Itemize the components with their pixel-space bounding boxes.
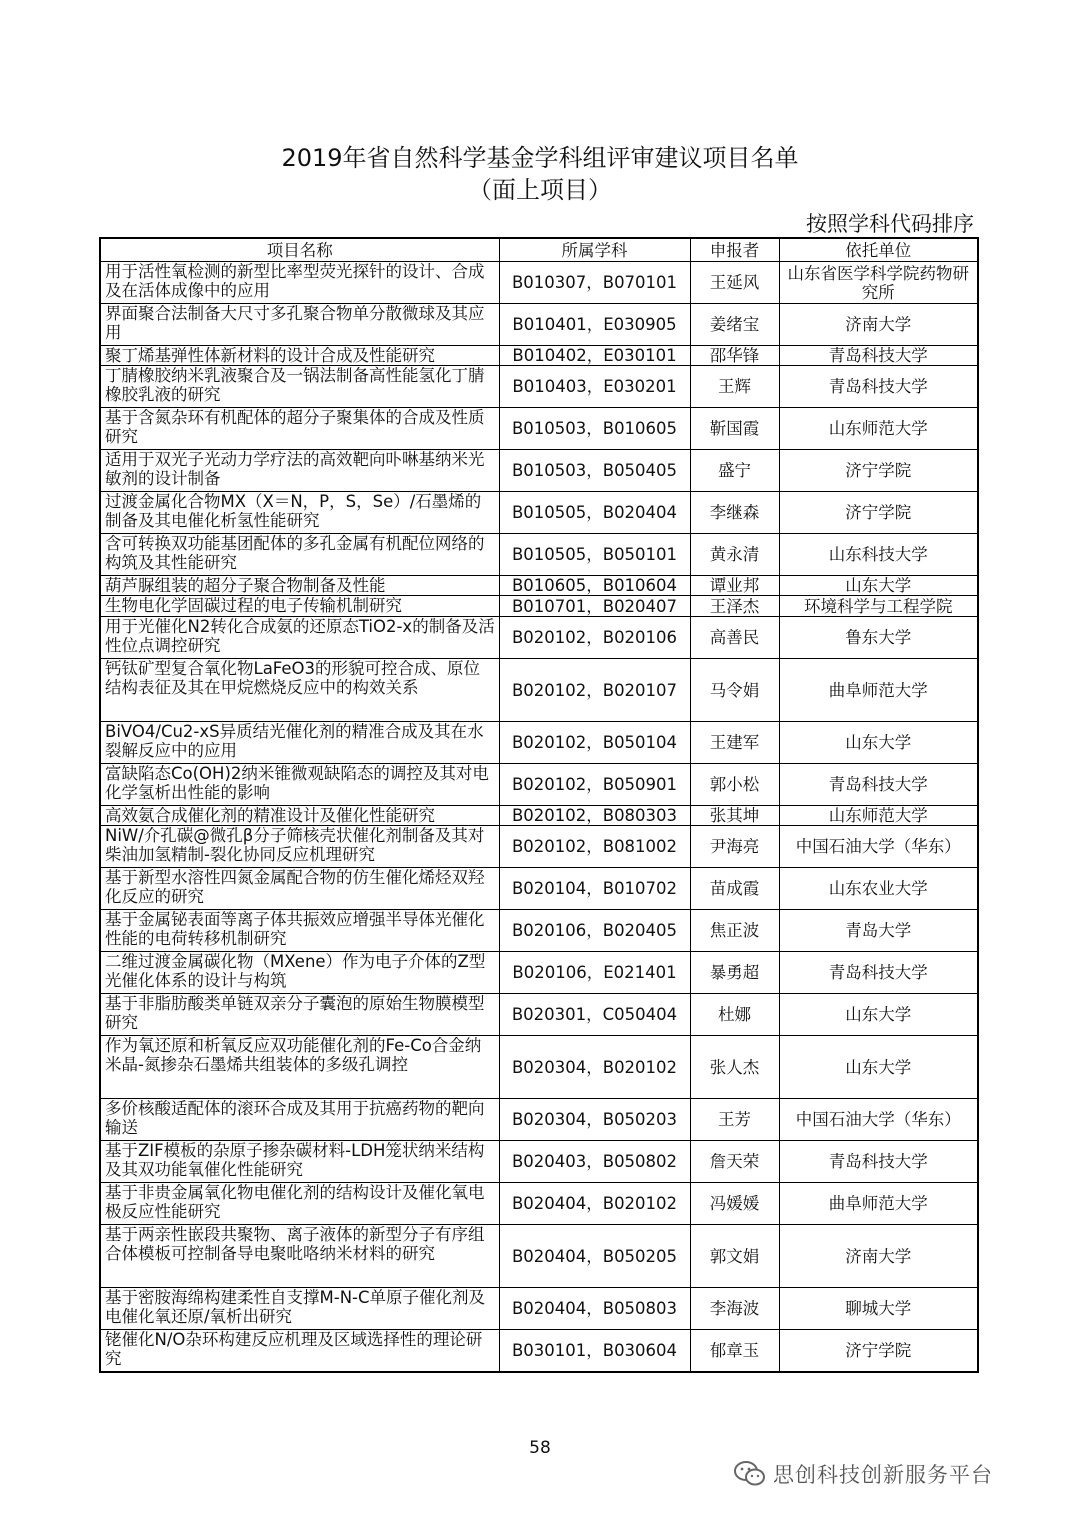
subject-cell: [499, 910, 690, 952]
project-name-cell-text: 生物电化学固碳过程的电子传输机制研究: [105, 596, 402, 615]
subject-cell-text: B010505，B050101: [511, 545, 678, 564]
subject-cell-text: B020304，B020102: [511, 1057, 678, 1077]
applicant-cell-text: 张人杰: [709, 1057, 760, 1077]
subject-cell-text: B010701，B020407: [511, 596, 678, 616]
applicant-cell-text: 靳国霞: [709, 419, 760, 438]
subject-cell: [499, 1225, 690, 1288]
subject-cell-text: B020106，B020405: [511, 921, 678, 940]
applicant-cell: [690, 910, 779, 952]
project-name-cell-text: BiVO4/Cu2-xS异质结光催化剂的精准合成及其在水裂解反应中的应用: [105, 722, 484, 760]
applicant-cell-text: 邵华锋: [709, 346, 760, 365]
unit-cell: [779, 596, 978, 617]
subject-cell: [499, 1183, 690, 1225]
applicant-cell-text: 郭文娟: [709, 1246, 760, 1266]
unit-cell: [779, 346, 978, 366]
applicant-cell: [690, 1141, 779, 1183]
applicant-cell: [690, 1036, 779, 1099]
unit-cell-text: 济南大学: [845, 315, 912, 334]
unit-cell-text: 山东大学: [845, 733, 912, 752]
applicant-cell-text: 焦正波: [709, 921, 760, 940]
project-name-cell-text: 基于非脂肪酸类单链双亲分子囊泡的原始生物膜模型研究: [105, 994, 485, 1032]
header-project-name: 项目名称: [100, 238, 499, 262]
subject-cell-text: B010605，B010604: [511, 576, 678, 595]
table-row: [100, 304, 978, 346]
subject-cell-text: B030101，B030604: [511, 1340, 678, 1360]
applicant-cell-text: 谭业邦: [709, 576, 760, 595]
project-name-cell: [100, 868, 499, 910]
project-name-cell: [100, 408, 499, 450]
unit-cell: [779, 952, 978, 994]
subject-cell: [499, 994, 690, 1036]
unit-cell: [779, 450, 978, 492]
project-name-cell: [100, 576, 499, 596]
project-name-cell: [100, 596, 499, 617]
subject-cell-text: B020102，B020107: [511, 680, 678, 700]
subject-cell-text: B010403，E030201: [512, 377, 677, 396]
project-name-cell: [100, 1141, 499, 1183]
unit-cell: [779, 764, 978, 806]
unit-cell-text: 中国石油大学（华东）: [795, 837, 961, 856]
unit-cell: [779, 1036, 978, 1099]
applicant-cell: [690, 1099, 779, 1141]
subject-cell-text: B020404，B020102: [511, 1194, 678, 1213]
unit-cell: [779, 994, 978, 1036]
unit-cell-text: 山东师范大学: [828, 806, 928, 825]
project-name-cell-text: 铑催化N/O杂环构建反应机理及区域选择性的理论研究: [105, 1330, 483, 1368]
subject-cell: [499, 952, 690, 994]
subject-cell: [499, 1330, 690, 1372]
table-row: [100, 262, 978, 304]
subject-cell-text: B020102，B050901: [511, 775, 678, 794]
applicant-cell: [690, 659, 779, 722]
wechat-icon: [733, 1460, 767, 1488]
applicant-cell-text: 高善民: [709, 628, 760, 647]
unit-cell-text: 山东省医学科学院药物研究所: [787, 263, 969, 302]
subject-cell: [499, 1036, 690, 1099]
page-number: 58: [529, 1438, 551, 1458]
project-name-cell-text: 二维过渡金属碳化物（MXene）作为电子介体的Z型光催化体系的设计与构筑: [105, 952, 486, 990]
unit-cell: [779, 534, 978, 576]
project-name-cell-text: 适用于双光子光动力学疗法的高效靶向卟啉基纳米光敏剂的设计制备: [105, 450, 485, 488]
table-row: [100, 534, 978, 576]
applicant-cell: [690, 304, 779, 346]
subject-cell: [499, 304, 690, 346]
project-name-cell-text: 基于密胺海绵构建柔性自支撑M-N-C单原子催化剂及电催化氧还原/氧析出研究: [105, 1288, 486, 1326]
unit-cell: [779, 1330, 978, 1372]
applicant-cell: [690, 868, 779, 910]
subject-cell: [499, 1099, 690, 1141]
table-row: [100, 408, 978, 450]
subject-cell-text: B020104，B010702: [511, 879, 678, 898]
applicant-cell-text: 姜绪宝: [709, 315, 760, 334]
table-row: [100, 1036, 978, 1099]
table-row: [100, 1288, 978, 1330]
table-row: [100, 910, 978, 952]
subject-cell: [499, 534, 690, 576]
unit-cell-text: 青岛科技大学: [828, 775, 928, 794]
subject-cell: [499, 722, 690, 764]
project-name-cell: [100, 1183, 499, 1225]
subject-cell-text: B020304，B050203: [511, 1110, 678, 1129]
applicant-cell-text: 王建军: [709, 733, 760, 752]
applicant-cell-text: 李海波: [709, 1299, 760, 1318]
subject-cell: [499, 450, 690, 492]
project-name-cell-text: 用于光催化N2转化合成氨的还原态TiO2-x的制备及活性位点调控研究: [105, 617, 495, 655]
subject-cell-text: B020404，B050803: [511, 1299, 678, 1318]
subject-cell-text: B020102，B050104: [511, 733, 678, 752]
applicant-cell-text: 郁章玉: [709, 1340, 760, 1360]
applicant-cell-text: 杜娜: [718, 1005, 751, 1024]
sort-note: 按照学科代码排序: [806, 212, 974, 236]
project-name-cell: [100, 450, 499, 492]
applicant-cell: [690, 1288, 779, 1330]
project-name-cell: [100, 764, 499, 806]
applicant-cell: [690, 806, 779, 826]
unit-cell: [779, 659, 978, 722]
unit-cell-text: 山东大学: [845, 576, 912, 595]
applicant-cell: [690, 994, 779, 1036]
project-name-cell: [100, 994, 499, 1036]
project-name-cell-text: 富缺陷态Co(OH)2纳米锥微观缺陷态的调控及其对电化学氢析出性能的影响: [105, 764, 489, 802]
project-name-cell-text: 丁腈橡胶纳米乳液聚合及一锅法制备高性能氢化丁腈橡胶乳液的研究: [105, 366, 485, 404]
table-row: [100, 994, 978, 1036]
unit-cell-text: 青岛大学: [845, 921, 912, 940]
table-row: [100, 1141, 978, 1183]
unit-cell-text: 济宁学院: [845, 461, 912, 480]
unit-cell-text: 中国石油大学（华东）: [795, 1110, 961, 1129]
unit-cell-text: 环境科学与工程学院: [804, 596, 953, 616]
project-name-cell: [100, 1036, 499, 1099]
unit-cell: [779, 576, 978, 596]
applicant-cell: [690, 366, 779, 408]
project-name-cell-text: 高效氨合成催化剂的精准设计及催化性能研究: [105, 806, 435, 825]
subject-cell: [499, 868, 690, 910]
subject-cell-text: B010307，B070101: [511, 273, 678, 292]
unit-cell-text: 济宁学院: [845, 1340, 912, 1360]
applicant-cell-text: 冯媛媛: [709, 1194, 760, 1213]
unit-cell-text: 山东科技大学: [828, 545, 928, 564]
project-table: [99, 237, 979, 1373]
subject-cell-text: B020403，B050802: [511, 1152, 678, 1171]
subject-cell: [499, 492, 690, 534]
project-name-cell-text: 基于非贵金属氧化物电催化剂的结构设计及催化氧电极反应性能研究: [105, 1183, 485, 1221]
subject-cell: [499, 764, 690, 806]
unit-cell-text: 青岛科技大学: [828, 377, 928, 396]
subject-cell-text: B010503，B050405: [511, 461, 678, 480]
subject-cell-text: B010505，B020404: [511, 503, 678, 522]
unit-cell-text: 山东大学: [845, 1005, 912, 1024]
applicant-cell-text: 郭小松: [709, 775, 760, 794]
subject-cell: [499, 617, 690, 659]
table-row: [100, 806, 978, 826]
table-row: [100, 659, 978, 722]
subject-cell: [499, 826, 690, 868]
project-name-cell-text: 基于金属铋表面等离子体共振效应增强半导体光催化性能的电荷转移机制研究: [105, 910, 485, 948]
unit-cell-text: 青岛科技大学: [828, 963, 928, 982]
project-name-cell: [100, 366, 499, 408]
subject-cell-text: B010402，E030101: [512, 346, 677, 365]
unit-cell-text: 鲁东大学: [845, 628, 912, 647]
applicant-cell-text: 王辉: [718, 377, 751, 396]
applicant-cell: [690, 450, 779, 492]
unit-cell-text: 青岛科技大学: [828, 1152, 928, 1171]
unit-cell-text: 聊城大学: [845, 1299, 912, 1318]
project-name-cell-text: 用于活性氧检测的新型比率型荧光探针的设计、合成及在活体成像中的应用: [105, 262, 485, 300]
applicant-cell-text: 黄永清: [709, 545, 760, 564]
unit-cell: [779, 910, 978, 952]
applicant-cell-text: 李继森: [709, 503, 760, 522]
subject-cell: [499, 408, 690, 450]
project-name-cell: [100, 1288, 499, 1330]
project-name-cell: [100, 1330, 499, 1372]
applicant-cell: [690, 346, 779, 366]
table-row: [100, 952, 978, 994]
subject-cell: [499, 659, 690, 722]
project-name-cell-text: 基于ZIF模板的杂原子掺杂碳材料-LDH笼状纳米结构及其双功能氧催化性能研究: [105, 1141, 485, 1179]
watermark-text: 思创科技创新服务平台: [773, 1463, 993, 1487]
project-name-cell: [100, 826, 499, 868]
unit-cell: [779, 1099, 978, 1141]
applicant-cell: [690, 1330, 779, 1372]
unit-cell: [779, 826, 978, 868]
project-name-cell: [100, 1225, 499, 1288]
table-row: [100, 617, 978, 659]
subject-cell: [499, 596, 690, 617]
project-name-cell: [100, 492, 499, 534]
subject-cell-text: B020301，C050404: [511, 1005, 678, 1024]
table-row: [100, 764, 978, 806]
project-name-cell: [100, 534, 499, 576]
applicant-cell-text: 尹海亮: [709, 837, 760, 856]
applicant-cell-text: 马令娟: [709, 680, 760, 700]
applicant-cell: [690, 1183, 779, 1225]
applicant-cell: [690, 576, 779, 596]
unit-cell: [779, 1288, 978, 1330]
unit-cell: [779, 366, 978, 408]
subject-cell: [499, 1288, 690, 1330]
subject-cell-text: B020106，E021401: [512, 963, 677, 982]
applicant-cell: [690, 492, 779, 534]
table-row: [100, 1330, 978, 1372]
table-row: [100, 868, 978, 910]
project-name-cell-text: 作为氧还原和析氧反应双功能催化剂的Fe-Co合金纳米晶-氮掺杂石墨烯共组装体的多级孔调控: [105, 1036, 482, 1074]
unit-cell-text: 济南大学: [845, 1246, 912, 1266]
unit-cell-text: 曲阜师范大学: [828, 1194, 928, 1213]
project-name-cell: [100, 617, 499, 659]
subject-cell-text: B010401，E030905: [512, 315, 677, 334]
table-row: [100, 492, 978, 534]
unit-cell-text: 青岛科技大学: [828, 346, 928, 365]
applicant-cell: [690, 534, 779, 576]
table-body: [100, 262, 978, 1372]
applicant-cell: [690, 408, 779, 450]
applicant-cell: [690, 262, 779, 304]
header-unit: 依托单位: [779, 238, 978, 262]
project-name-cell: [100, 806, 499, 826]
project-name-cell: [100, 952, 499, 994]
applicant-cell: [690, 826, 779, 868]
project-name-cell: [100, 910, 499, 952]
unit-cell: [779, 806, 978, 826]
applicant-cell-text: 王芳: [718, 1110, 751, 1129]
unit-cell: [779, 408, 978, 450]
applicant-cell: [690, 617, 779, 659]
project-name-cell-text: 界面聚合法制备大尺寸多孔聚合物单分散微球及其应用: [105, 304, 485, 342]
project-name-cell: [100, 304, 499, 346]
project-name-cell-text: 基于含氮杂环有机配体的超分子聚集体的合成及性质研究: [105, 408, 485, 446]
unit-cell: [779, 722, 978, 764]
applicant-cell-text: 暴勇超: [709, 963, 760, 982]
applicant-cell: [690, 596, 779, 617]
unit-cell-text: 山东大学: [845, 1057, 912, 1077]
project-name-cell: [100, 722, 499, 764]
applicant-cell-text: 王延风: [709, 273, 760, 292]
table-row: [100, 450, 978, 492]
project-name-cell-text: 基于新型水溶性四氮金属配合物的仿生催化烯烃双羟化反应的研究: [105, 868, 485, 906]
unit-cell: [779, 262, 978, 304]
project-name-cell-text: 钙钛矿型复合氧化物LaFeO3的形貌可控合成、原位结构表征及其在甲烷燃烧反应中的构效关系: [105, 659, 481, 697]
project-name-cell-text: 含可转换双功能基团配体的多孔金属有机配位网络的构筑及其性能研究: [105, 534, 485, 572]
unit-cell: [779, 1183, 978, 1225]
watermark: [733, 1459, 993, 1489]
subject-cell: [499, 346, 690, 366]
project-name-cell-text: 过渡金属化合物MX（X＝N，P，S，Se）/石墨烯的制备及其电催化析氢性能研究: [105, 492, 482, 530]
applicant-cell-text: 张其坤: [709, 806, 760, 825]
project-name-cell: [100, 659, 499, 722]
table-row: [100, 1099, 978, 1141]
subject-cell: [499, 806, 690, 826]
unit-cell: [779, 304, 978, 346]
subject-cell-text: B020102，B080303: [511, 806, 678, 825]
applicant-cell-text: 王泽杰: [709, 596, 760, 616]
applicant-cell-text: 盛宁: [718, 461, 751, 480]
project-name-cell-text: NiW/介孔碳@微孔β分子筛核壳状催化剂制备及其对柴油加氢精制-裂化协同反应机理研究: [105, 826, 485, 864]
applicant-cell: [690, 1225, 779, 1288]
project-name-cell-text: 聚丁烯基弹性体新材料的设计合成及性能研究: [105, 346, 435, 365]
header-applicant: 申报者: [690, 238, 779, 262]
unit-cell: [779, 617, 978, 659]
table-row: [100, 596, 978, 617]
applicant-cell-text: 苗成霞: [709, 879, 760, 898]
table-row: [100, 826, 978, 868]
unit-cell-text: 山东师范大学: [828, 419, 928, 438]
header-subject: 所属学科: [499, 238, 690, 262]
project-name-cell-text: 葫芦脲组装的超分子聚合物制备及性能: [105, 576, 386, 595]
project-name-cell-text: 基于两亲性嵌段共聚物、离子液体的新型分子有序组合体模板可控制备导电聚吡咯纳米材料的研究: [105, 1225, 485, 1263]
table-row: [100, 1183, 978, 1225]
subject-cell: [499, 262, 690, 304]
subject-cell-text: B020102，B081002: [511, 837, 678, 856]
unit-cell: [779, 868, 978, 910]
unit-cell-text: 济宁学院: [845, 503, 912, 522]
table-row: [100, 366, 978, 408]
unit-cell: [779, 1225, 978, 1288]
subject-cell-text: B010503，B010605: [511, 419, 678, 438]
project-name-cell: [100, 262, 499, 304]
table-row: [100, 1225, 978, 1288]
applicant-cell-text: 詹天荣: [709, 1152, 760, 1171]
subject-cell: [499, 366, 690, 408]
table-row: [100, 346, 978, 366]
applicant-cell: [690, 764, 779, 806]
unit-cell-text: 曲阜师范大学: [828, 680, 928, 700]
table-header-row: [100, 238, 978, 262]
table-row: [100, 576, 978, 596]
page-title: 2019年省自然科学基金学科组评审建议项目名单: [281, 144, 799, 172]
unit-cell: [779, 1141, 978, 1183]
subject-cell-text: B020404，B050205: [511, 1246, 678, 1266]
subject-cell: [499, 1141, 690, 1183]
page-subtitle: （面上项目）: [468, 176, 612, 204]
applicant-cell: [690, 952, 779, 994]
project-name-cell: [100, 346, 499, 366]
unit-cell: [779, 492, 978, 534]
project-name-cell-text: 多价核酸适配体的滚环合成及其用于抗癌药物的靶向输送: [105, 1099, 485, 1137]
table-row: [100, 722, 978, 764]
project-name-cell: [100, 1099, 499, 1141]
unit-cell-text: 山东农业大学: [828, 879, 928, 898]
applicant-cell: [690, 722, 779, 764]
subject-cell-text: B020102，B020106: [511, 628, 678, 647]
subject-cell: [499, 576, 690, 596]
